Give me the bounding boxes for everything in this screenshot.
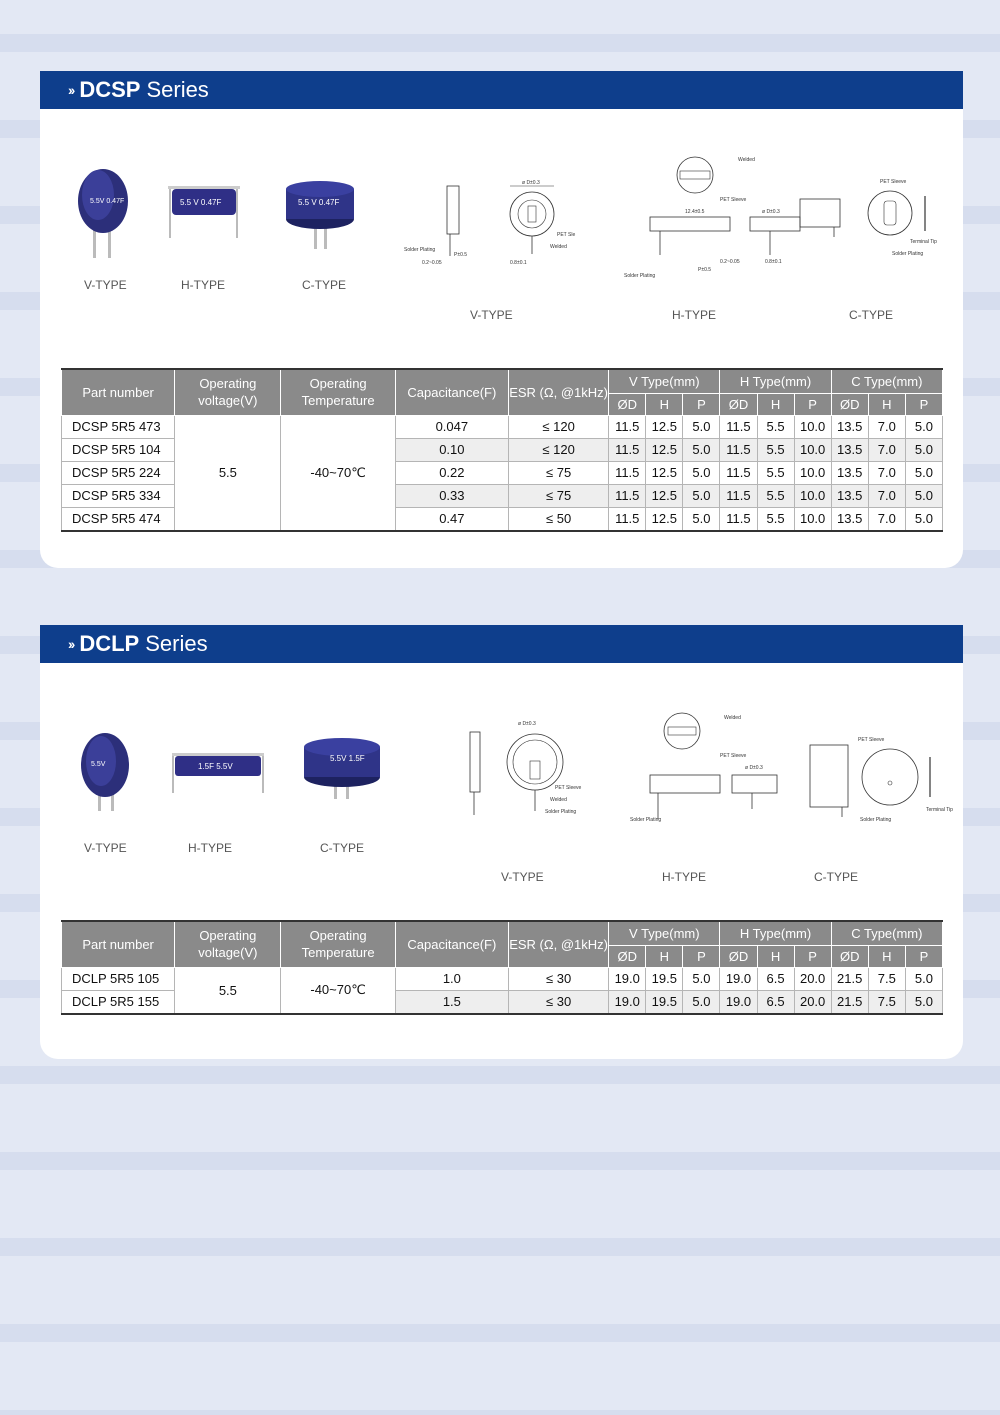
photo-v-type: [68, 163, 138, 263]
ann-c-2: Terminal Tip: [926, 807, 953, 813]
dimension-cell: 5.0: [905, 415, 942, 438]
voltage-cell: 5.5: [175, 415, 281, 531]
dimension-cell: 10.0: [794, 438, 831, 461]
sub-header: ØD: [609, 945, 646, 967]
dimension-cell: 5.5: [757, 484, 794, 507]
photo-h-text: 1.5F 5.5V: [198, 762, 233, 771]
dimension-cell: 5.0: [905, 507, 942, 531]
part-number-cell: DCLP 5R5 155: [62, 990, 175, 1014]
esr-cell: ≤ 50: [508, 507, 608, 531]
drawing-h-type: [620, 709, 800, 834]
sub-header: H: [868, 393, 905, 415]
dimension-cell: 21.5: [831, 967, 868, 990]
drawing-label-h: H-TYPE: [672, 308, 717, 322]
dimension-cell: 6.5: [757, 990, 794, 1014]
spec-table-dclp: [61, 920, 943, 1015]
header-esr: ESR (Ω, @1kHz): [508, 369, 608, 415]
sub-header: H: [757, 945, 794, 967]
dimension-cell: 5.0: [683, 461, 720, 484]
series-name: DCSP: [79, 77, 141, 102]
dimension-cell: 5.0: [905, 990, 942, 1014]
photo-h-text: 5.5 V 0.47F: [180, 198, 222, 207]
ann-h-0: Welded: [724, 715, 741, 721]
dimension-cell: 11.5: [609, 438, 646, 461]
dimension-cell: 19.0: [720, 967, 757, 990]
ann-h-2: ø D±0.3: [745, 765, 763, 771]
photo-c-type: [302, 737, 382, 801]
dimension-cell: 11.5: [609, 484, 646, 507]
dimension-cell: 5.0: [683, 967, 720, 990]
capacitance-cell: 1.0: [395, 967, 508, 990]
part-number-cell: DCSP 5R5 473: [62, 415, 175, 438]
drawing-label-c: C-TYPE: [849, 308, 894, 322]
dimension-cell: 12.5: [646, 484, 683, 507]
dimension-cell: 10.0: [794, 484, 831, 507]
dimension-cell: 5.0: [905, 967, 942, 990]
temperature-cell: -40~70℃: [281, 415, 395, 531]
drawing-c-type: [790, 171, 940, 261]
dimension-cell: 5.5: [757, 438, 794, 461]
dclp-section: [40, 625, 963, 1059]
dimension-cell: 13.5: [831, 461, 868, 484]
ann-v-0: ø D±0.3: [518, 721, 536, 727]
photo-label-c: C-TYPE: [320, 841, 365, 855]
section-header: [40, 71, 963, 109]
sub-header: ØD: [831, 945, 868, 967]
dcsp-section: [40, 71, 963, 568]
ann-v-4: 0.2~0.05: [422, 260, 442, 266]
esr-cell: ≤ 120: [508, 438, 608, 461]
dimension-cell: 7.0: [868, 507, 905, 531]
part-number-cell: DCSP 5R5 334: [62, 484, 175, 507]
part-number-cell: DCSP 5R5 104: [62, 438, 175, 461]
part-number-cell: DCSP 5R5 474: [62, 507, 175, 531]
dimension-cell: 12.5: [646, 415, 683, 438]
sub-header: ØD: [831, 393, 868, 415]
dimension-cell: 5.5: [757, 461, 794, 484]
dimension-cell: 13.5: [831, 507, 868, 531]
ann-c-0: PET Sleeve: [880, 179, 907, 185]
sub-header: P: [794, 945, 831, 967]
capacitance-cell: 0.22: [395, 461, 508, 484]
header-voltage: Operating voltage(V): [175, 369, 281, 415]
dimension-cell: 11.5: [609, 415, 646, 438]
chevron-icon: ››: [68, 82, 74, 98]
voltage-cell: 5.5: [175, 967, 281, 1014]
capacitance-cell: 1.5: [395, 990, 508, 1014]
header-temperature: Operating Temperature: [281, 369, 395, 415]
esr-cell: ≤ 75: [508, 484, 608, 507]
sub-header: H: [646, 393, 683, 415]
ann-c-0: PET Sleeve: [858, 737, 885, 743]
drawing-label-c: C-TYPE: [814, 870, 859, 884]
section-header: [40, 625, 963, 663]
ann-c-1: Solder Plating: [892, 251, 924, 257]
dimension-cell: 5.5: [757, 507, 794, 531]
series-suffix: Series: [145, 631, 208, 656]
sub-header: H: [646, 945, 683, 967]
header-c-type: C Type(mm): [831, 921, 942, 945]
drawing-v-type: [450, 717, 610, 832]
photo-c-type: [284, 181, 356, 251]
header-capacitance: Capacitance(F): [395, 921, 508, 967]
chevron-icon: ››: [68, 636, 74, 652]
photo-label-h: H-TYPE: [181, 278, 226, 292]
photo-v-text: 5.5V: [91, 761, 106, 768]
dimension-cell: 5.0: [683, 507, 720, 531]
dimension-cell: 5.0: [905, 484, 942, 507]
ann-h-3: ø D±0.3: [762, 209, 780, 215]
dimension-cell: 7.5: [868, 967, 905, 990]
photo-h-type: [170, 749, 270, 795]
ann-v-1: PET Sleeve: [555, 785, 582, 791]
sub-header: P: [905, 393, 942, 415]
photo-v-text: 5.5V 0.47F: [90, 198, 125, 205]
temperature-cell: -40~70℃: [281, 967, 395, 1014]
sub-header: ØD: [720, 393, 757, 415]
ann-h-1: PET Sleeve: [720, 753, 747, 759]
dimension-cell: 19.0: [720, 990, 757, 1014]
capacitance-cell: 0.10: [395, 438, 508, 461]
series-name: DCLP: [79, 631, 140, 656]
ann-h-5: P±0.5: [698, 267, 712, 273]
dimension-cell: 7.0: [868, 484, 905, 507]
dimension-cell: 5.5: [757, 415, 794, 438]
sub-header: ØD: [720, 945, 757, 967]
dimension-cell: 5.0: [683, 484, 720, 507]
ann-h-7: 0.8±0.1: [765, 259, 782, 265]
header-voltage: Operating voltage(V): [175, 921, 281, 967]
header-esr: ESR (Ω, @1kHz): [508, 921, 608, 967]
dimension-cell: 10.0: [794, 461, 831, 484]
dimension-cell: 11.5: [720, 415, 757, 438]
drawing-v-type: [402, 176, 592, 276]
ann-v-5: P±0.5: [454, 252, 468, 258]
dimension-cell: 12.5: [646, 461, 683, 484]
dimension-cell: 21.5: [831, 990, 868, 1014]
drawing-label-v: V-TYPE: [470, 308, 513, 322]
esr-cell: ≤ 75: [508, 461, 608, 484]
dimension-cell: 13.5: [831, 484, 868, 507]
sub-header: ØD: [609, 393, 646, 415]
header-v-type: V Type(mm): [609, 921, 720, 945]
photo-c-text: 5.5 V 0.47F: [298, 198, 340, 207]
ann-h-3: Solder Plating: [630, 817, 662, 823]
photo-v-type: [73, 728, 138, 813]
ann-v-0: ø D±0.3: [522, 180, 540, 186]
capacitance-cell: 0.33: [395, 484, 508, 507]
spec-table-dcsp: [61, 368, 943, 532]
dimension-cell: 20.0: [794, 967, 831, 990]
photo-label-h: H-TYPE: [188, 841, 233, 855]
dimension-cell: 11.5: [720, 438, 757, 461]
drawing-h-type: [580, 155, 810, 285]
capacitance-cell: 0.047: [395, 415, 508, 438]
dimension-cell: 11.5: [720, 484, 757, 507]
esr-cell: ≤ 30: [508, 990, 608, 1014]
header-h-type: H Type(mm): [720, 369, 831, 393]
dimension-cell: 13.5: [831, 415, 868, 438]
table-row: [62, 967, 943, 990]
header-c-type: C Type(mm): [831, 369, 942, 393]
dimension-cell: 12.5: [646, 438, 683, 461]
dimension-cell: 5.0: [905, 438, 942, 461]
photo-label-v: V-TYPE: [84, 841, 127, 855]
esr-cell: ≤ 30: [508, 967, 608, 990]
dimension-cell: 7.0: [868, 415, 905, 438]
dimension-cell: 5.0: [683, 990, 720, 1014]
ann-c-1: Solder Plating: [860, 817, 892, 823]
ann-c-2: Terminal Tip: [910, 239, 937, 245]
dimension-cell: 6.5: [757, 967, 794, 990]
ann-v-2: Welded: [550, 797, 567, 803]
esr-cell: ≤ 120: [508, 415, 608, 438]
ann-v-3: Solder Plating: [545, 809, 577, 815]
dimension-cell: 10.0: [794, 507, 831, 531]
sub-header: H: [757, 393, 794, 415]
dimension-cell: 11.5: [609, 507, 646, 531]
header-h-type: H Type(mm): [720, 921, 831, 945]
ann-h-2: 12.4±0.5: [685, 209, 705, 215]
series-suffix: Series: [146, 77, 209, 102]
photo-label-c: C-TYPE: [302, 278, 347, 292]
dimension-cell: 12.5: [646, 507, 683, 531]
sub-header: P: [794, 393, 831, 415]
dimension-cell: 5.0: [683, 438, 720, 461]
table-row: [62, 415, 943, 438]
dimension-cell: 7.0: [868, 461, 905, 484]
header-part-number: Part number: [62, 369, 175, 415]
photo-h-type: [166, 183, 246, 243]
ann-v-1: PET Sle: [557, 232, 576, 238]
drawing-label-v: V-TYPE: [501, 870, 544, 884]
drawing-label-h: H-TYPE: [662, 870, 707, 884]
dimension-cell: 11.5: [609, 461, 646, 484]
capacitance-cell: 0.47: [395, 507, 508, 531]
ann-h-1: PET Sleeve: [720, 197, 747, 203]
dimension-cell: 5.0: [905, 461, 942, 484]
dimension-cell: 7.0: [868, 438, 905, 461]
dimension-cell: 19.0: [609, 990, 646, 1014]
dcsp-rows: [62, 415, 943, 531]
dclp-rows: [62, 967, 943, 1014]
ann-v-2: Welded: [550, 244, 567, 250]
dimension-cell: 7.5: [868, 990, 905, 1014]
drawing-c-type: [800, 717, 953, 827]
dimension-cell: 11.5: [720, 461, 757, 484]
dimension-cell: 10.0: [794, 415, 831, 438]
ann-h-4: Solder Plating: [624, 273, 656, 279]
ann-h-0: Welded: [738, 157, 755, 163]
dimension-cell: 20.0: [794, 990, 831, 1014]
sub-header: P: [683, 393, 720, 415]
sub-header: H: [868, 945, 905, 967]
dimension-cell: 13.5: [831, 438, 868, 461]
part-number-cell: DCLP 5R5 105: [62, 967, 175, 990]
photo-label-v: V-TYPE: [84, 278, 127, 292]
dimension-cell: 19.0: [609, 967, 646, 990]
photo-c-text: 5.5V 1.5F: [330, 754, 365, 763]
header-capacitance: Capacitance(F): [395, 369, 508, 415]
dimension-cell: 5.0: [683, 415, 720, 438]
header-part-number: Part number: [62, 921, 175, 967]
sub-header: P: [683, 945, 720, 967]
ann-v-3: Solder Plating: [404, 247, 436, 253]
dimension-cell: 19.5: [646, 967, 683, 990]
header-temperature: Operating Temperature: [281, 921, 395, 967]
ann-v-6: 0.8±0.1: [510, 260, 527, 266]
ann-h-6: 0.2~0.05: [720, 259, 740, 265]
header-v-type: V Type(mm): [609, 369, 720, 393]
sub-header: P: [905, 945, 942, 967]
dimension-cell: 19.5: [646, 990, 683, 1014]
part-number-cell: DCSP 5R5 224: [62, 461, 175, 484]
dimension-cell: 11.5: [720, 507, 757, 531]
